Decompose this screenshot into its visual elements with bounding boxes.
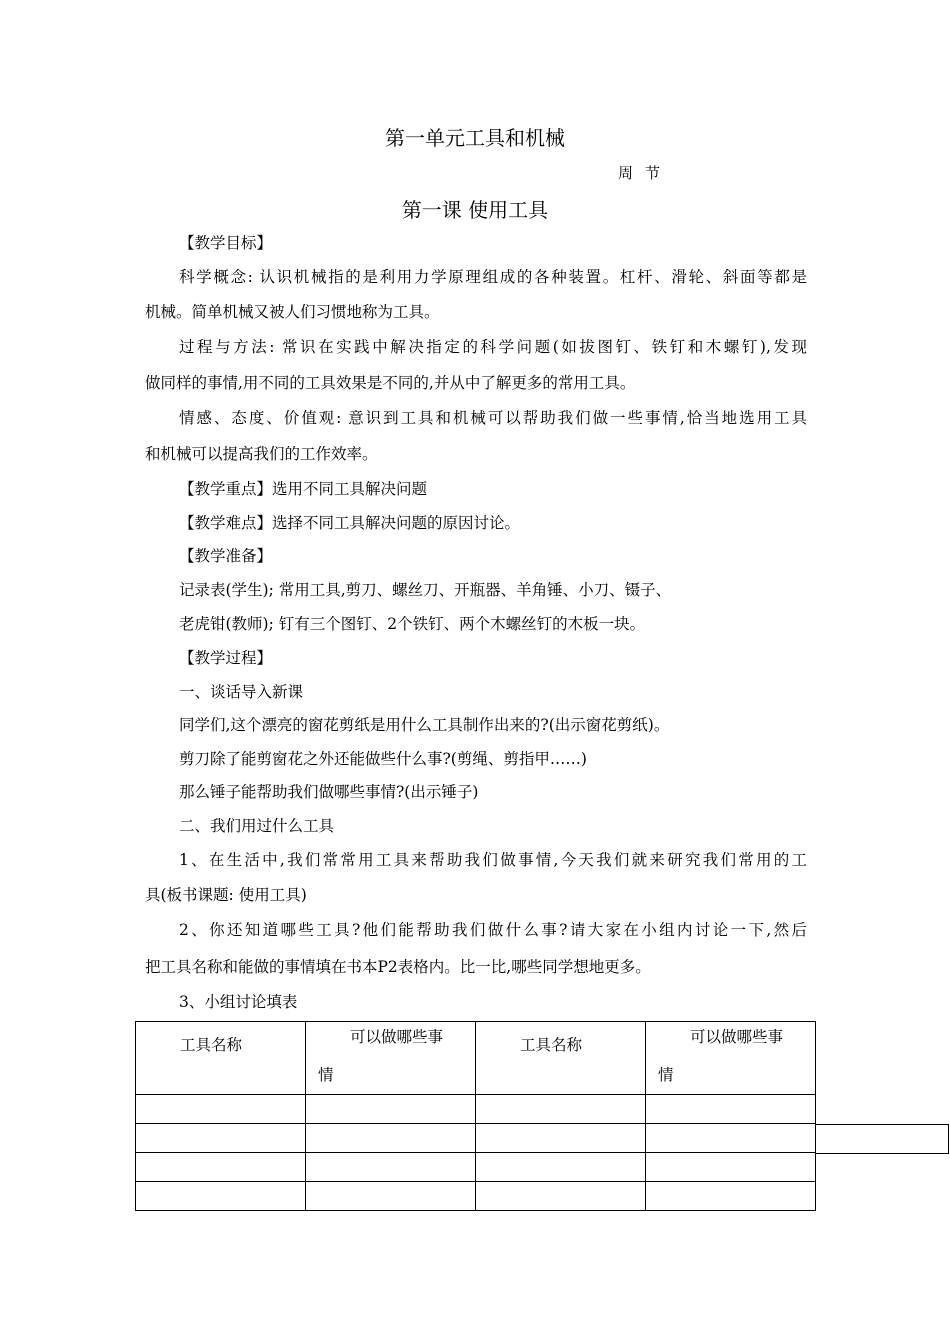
key-point: 【教学重点】选用不同工具解决问题 — [179, 480, 428, 498]
week-label: 周节 — [618, 164, 673, 182]
table-header-row — [136, 1022, 816, 1095]
step1-title: 一、谈话导入新课 — [179, 683, 304, 701]
step2-item1-line-1: 1、在生活中,我们常常用工具来帮助我们做事情,今天我们就来研究我们常用的工 — [179, 851, 807, 869]
header-uses-2-line-2: 情 — [658, 1066, 674, 1084]
table-cell — [306, 1124, 476, 1153]
table-cell — [646, 1095, 816, 1124]
step2-item1-line-2: 具(板书课题: 使用工具) — [145, 886, 307, 904]
table-cell — [306, 1095, 476, 1124]
header-tool-name-2 — [476, 1022, 646, 1095]
table-cell — [306, 1182, 476, 1211]
table-cell — [136, 1124, 306, 1153]
table-cell — [646, 1153, 816, 1182]
header-tool-name-2-text: 工具名称 — [520, 1036, 583, 1054]
table-cell — [646, 1124, 816, 1153]
table-cell — [646, 1182, 816, 1211]
step2-item3: 3、小组讨论填表 — [179, 993, 298, 1011]
prep-heading: 【教学准备】 — [179, 547, 273, 565]
table-cell — [306, 1153, 476, 1182]
prep-line-2: 老虎钳(教师); 钉有三个图钉、2个铁钉、两个木螺丝钉的木板一块。 — [179, 615, 646, 633]
header-tool-name-1 — [136, 1022, 306, 1095]
table-cell — [136, 1182, 306, 1211]
header-uses-2-line-1: 可以做哪些事 — [690, 1028, 784, 1046]
table-cell — [476, 1182, 646, 1211]
table-row — [136, 1153, 816, 1182]
unit-title: 第一单元工具和机械 — [385, 126, 565, 150]
step1-line-3: 那么锤子能帮助我们做哪些事情?(出示锤子) — [179, 783, 479, 801]
table-row — [136, 1182, 816, 1211]
header-uses-1-line-1: 可以做哪些事 — [350, 1028, 444, 1046]
header-uses-1-line-2: 情 — [318, 1066, 334, 1084]
emotion-line-2: 和机械可以提高我们的工作效率。 — [145, 445, 378, 463]
process-method-line-2: 做同样的事情,用不同的工具效果是不同的,并从中了解更多的常用工具。 — [145, 374, 636, 392]
science-concept-line-2: 机械。简单机械又被人们习惯地称为工具。 — [145, 303, 440, 321]
table-row — [136, 1124, 816, 1153]
difficulty: 【教学难点】选择不同工具解决问题的原因讨论。 — [179, 514, 521, 532]
lesson-title: 第一课 使用工具 — [401, 198, 549, 222]
step1-line-2: 剪刀除了能剪窗花之外还能做些什么事?(剪绳、剪指甲……) — [179, 750, 587, 768]
header-uses-1 — [306, 1022, 476, 1095]
emotion-line-1: 情感、态度、价值观: 意识到工具和机械可以帮助我们做一些事情,恰当地选用工具 — [179, 409, 807, 427]
record-table — [135, 1021, 816, 1211]
header-uses-2 — [646, 1022, 816, 1095]
table-cell — [136, 1095, 306, 1124]
prep-line-1: 记录表(学生); 常用工具,剪刀、螺丝刀、开瓶器、羊角锤、小刀、镊子、 — [179, 581, 672, 599]
table-cell — [476, 1124, 646, 1153]
step2-title: 二、我们用过什么工具 — [179, 817, 335, 835]
step2-item2-line-1: 2、你还知道哪些工具?他们能帮助我们做什么事?请大家在小组内讨论一下,然后 — [179, 921, 807, 939]
table-cell — [136, 1153, 306, 1182]
table-overflow-cell — [815, 1124, 949, 1154]
science-concept-line-1: 科学概念: 认识机械指的是利用力学原理组成的各种装置。杠杆、滑轮、斜面等都是 — [179, 268, 807, 286]
table-cell — [476, 1095, 646, 1124]
teaching-process-heading: 【教学过程】 — [179, 649, 273, 667]
objectives-heading: 【教学目标】 — [179, 234, 273, 252]
step2-item2-line-2: 把工具名称和能做的事情填在书本P2表格内。比一比,哪些同学想地更多。 — [145, 958, 651, 976]
step1-line-1: 同学们,这个漂亮的窗花剪纸是用什么工具制作出来的?(出示窗花剪纸)。 — [179, 716, 670, 734]
table-row — [136, 1095, 816, 1124]
table-cell — [476, 1153, 646, 1182]
process-method-line-1: 过程与方法: 常识在实践中解决指定的科学问题(如拔图钉、铁钉和木螺钉),发现 — [179, 338, 807, 356]
header-tool-name-1-text: 工具名称 — [180, 1036, 243, 1054]
